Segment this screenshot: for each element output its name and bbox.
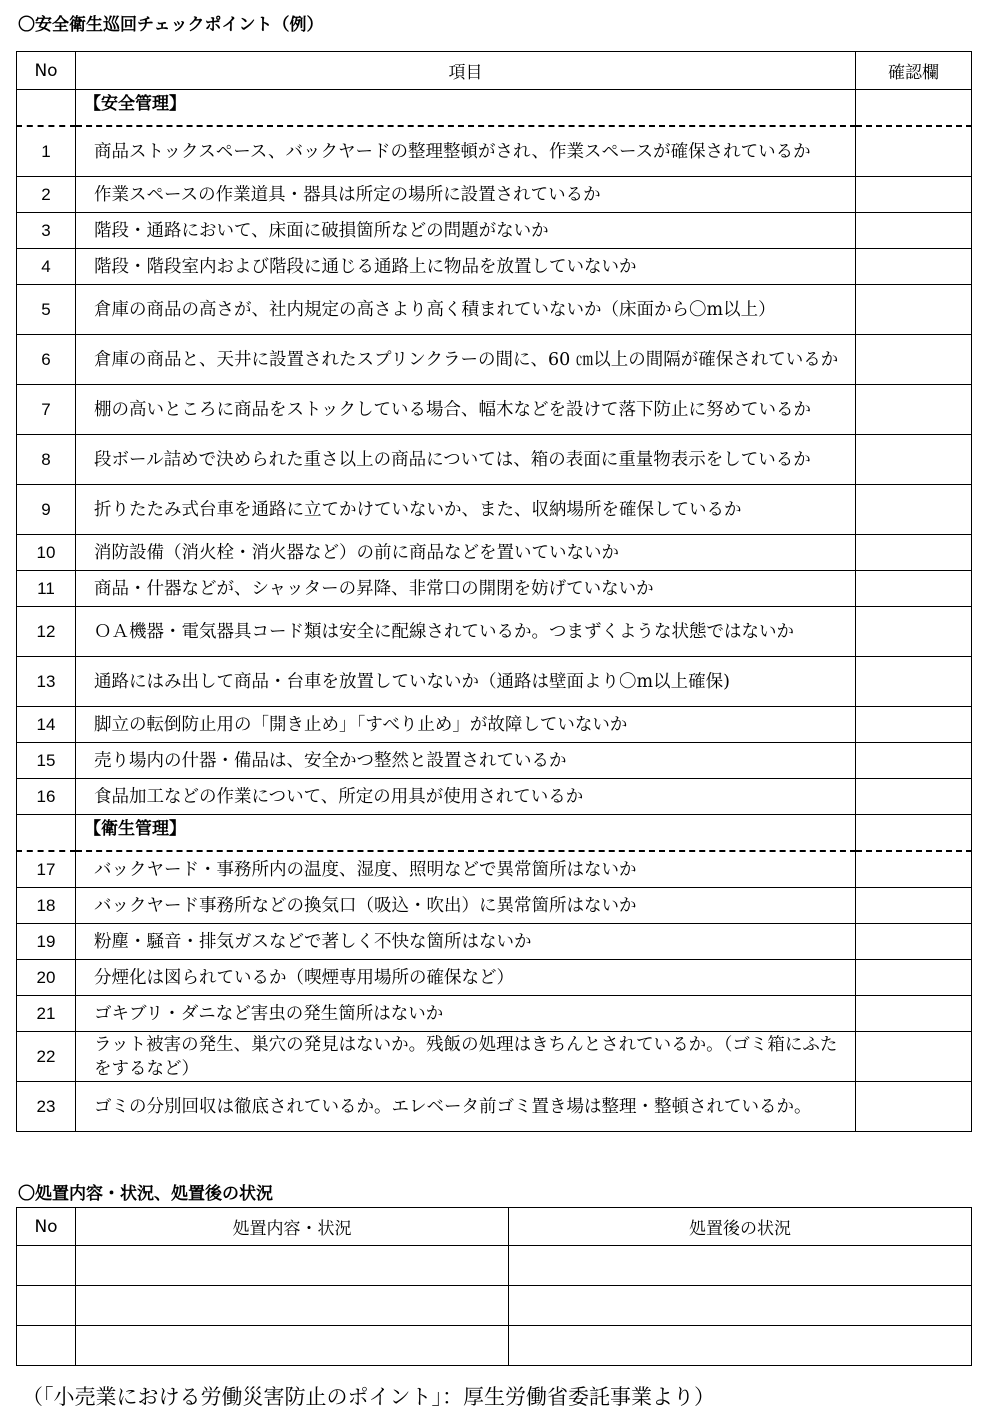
section-row-safety [17, 90, 972, 127]
page-title: 〇安全衛生巡回チェックポイント（例） [18, 15, 324, 35]
actions-row [17, 1246, 972, 1286]
row-text: 階段・通路において、床面に破損箇所などの問題がないか [76, 213, 856, 249]
table-row [17, 126, 972, 177]
check-cell[interactable] [856, 960, 972, 996]
row-text: ゴキブリ・ダニなど害虫の発生箇所はないか [76, 996, 856, 1032]
row-no: 8 [17, 435, 76, 485]
row-text: 商品・什器などが、シャッターの昇降、非常口の開閉を妨げていないか [76, 571, 856, 607]
table-row [17, 743, 972, 779]
row-text: 食品加工などの作業について、所定の用具が使用されているか [76, 779, 856, 815]
row-text: バックヤード・事務所内の温度、湿度、照明などで異常箇所はないか [76, 851, 856, 888]
row-no: 1 [17, 126, 76, 177]
table-row [17, 779, 972, 815]
actions-header-no: No [17, 1208, 76, 1246]
row-text: 粉塵・騒音・排気ガスなどで著しく不快な箇所はないか [76, 924, 856, 960]
row-text: 消防設備（消火栓・消火器など）の前に商品などを置いていないか [76, 535, 856, 571]
table-row [17, 571, 972, 607]
row-no: 19 [17, 924, 76, 960]
actions-content-cell[interactable] [76, 1326, 509, 1366]
row-no: 15 [17, 743, 76, 779]
row-text: ラット被害の発生、巣穴の発見はないか。残飯の処理はきちんとされているか。（ゴミ箱にふたをするなど） [76, 1032, 856, 1082]
check-cell[interactable] [856, 435, 972, 485]
table-row [17, 996, 972, 1032]
actions-row [17, 1326, 972, 1366]
table-row [17, 1082, 972, 1132]
check-cell[interactable] [856, 851, 972, 888]
row-text: 棚の高いところに商品をストックしている場合、幅木などを設けて落下防止に努めているか [76, 385, 856, 435]
table-row [17, 851, 972, 888]
row-no: 13 [17, 657, 76, 707]
row-text: 売り場内の什器・備品は、安全かつ整然と設置されているか [76, 743, 856, 779]
row-text: 倉庫の商品の高さが、社内規定の高さより高く積まれていないか（床面から〇m以上） [76, 285, 856, 335]
check-cell[interactable] [856, 126, 972, 177]
header-no: No [17, 52, 76, 90]
row-text: バックヤード事務所などの換気口（吸込・吹出）に異常箇所はないか [76, 888, 856, 924]
table-row [17, 1032, 972, 1082]
table-row [17, 485, 972, 535]
row-no: 9 [17, 485, 76, 535]
checklist-table [16, 51, 972, 1132]
table-row [17, 249, 972, 285]
table-row [17, 535, 972, 571]
actions-no-cell[interactable] [17, 1326, 76, 1366]
row-text: 商品ストックスペース、バックヤードの整理整頓がされ、作業スペースが確保されているか [76, 126, 856, 177]
row-no: 22 [17, 1032, 76, 1082]
section-row-hygiene [17, 815, 972, 852]
actions-header-after: 処置後の状況 [509, 1208, 972, 1246]
row-no: 5 [17, 285, 76, 335]
check-cell[interactable] [856, 779, 972, 815]
actions-table [16, 1207, 972, 1366]
row-text: 折りたたみ式台車を通路に立てかけていないか、また、収納場所を確保しているか [76, 485, 856, 535]
row-no: 6 [17, 335, 76, 385]
actions-content-cell[interactable] [76, 1286, 509, 1326]
actions-row [17, 1286, 972, 1326]
check-cell[interactable] [856, 1032, 972, 1082]
check-cell[interactable] [856, 535, 972, 571]
row-text: 段ボール詰めで決められた重さ以上の商品については、箱の表面に重量物表示をしているか [76, 435, 856, 485]
row-no: 23 [17, 1082, 76, 1132]
table-row [17, 385, 972, 435]
check-cell[interactable] [856, 1082, 972, 1132]
table-row [17, 607, 972, 657]
table-row [17, 285, 972, 335]
check-cell[interactable] [856, 213, 972, 249]
check-cell[interactable] [856, 177, 972, 213]
row-text: 分煙化は図られているか（喫煙専用場所の確保など） [76, 960, 856, 996]
actions-header-content: 処置内容・状況 [76, 1208, 509, 1246]
table-row [17, 707, 972, 743]
table-row [17, 924, 972, 960]
row-no: 17 [17, 851, 76, 888]
check-cell[interactable] [856, 335, 972, 385]
check-cell[interactable] [856, 90, 972, 127]
row-text: 通路にはみ出して商品・台車を放置していないか（通路は壁面より〇m以上確保) [76, 657, 856, 707]
check-cell[interactable] [856, 996, 972, 1032]
table-row [17, 213, 972, 249]
row-no: 12 [17, 607, 76, 657]
check-cell[interactable] [856, 924, 972, 960]
check-cell[interactable] [856, 385, 972, 435]
row-no: 21 [17, 996, 76, 1032]
check-cell[interactable] [856, 285, 972, 335]
table-row [17, 435, 972, 485]
row-text: 脚立の転倒防止用の「開き止め」「すべり止め」が故障していないか [76, 707, 856, 743]
header-item: 項目 [76, 52, 856, 90]
row-text: 作業スペースの作業道具・器具は所定の場所に設置されているか [76, 177, 856, 213]
row-text: ゴミの分別回収は徹底されているか。エレベータ前ゴミ置き場は整理・整頓されているか。 [76, 1082, 856, 1132]
section-label-hygiene: 【衛生管理】 [76, 815, 856, 852]
row-no: 10 [17, 535, 76, 571]
row-no: 16 [17, 779, 76, 815]
row-no: 14 [17, 707, 76, 743]
check-cell[interactable] [856, 485, 972, 535]
table-row [17, 335, 972, 385]
table-row [17, 960, 972, 996]
actions-after-cell[interactable] [509, 1326, 972, 1366]
table-row [17, 657, 972, 707]
row-no: 18 [17, 888, 76, 924]
row-no: 7 [17, 385, 76, 435]
row-no: 20 [17, 960, 76, 996]
check-cell[interactable] [856, 888, 972, 924]
row-text: 階段・階段室内および階段に通じる通路上に物品を放置していないか [76, 249, 856, 285]
check-cell[interactable] [856, 707, 972, 743]
check-cell[interactable] [856, 249, 972, 285]
header-check: 確認欄 [856, 52, 972, 90]
actions-after-cell[interactable] [509, 1246, 972, 1286]
check-cell[interactable] [856, 815, 972, 852]
actions-content-cell[interactable] [76, 1246, 509, 1286]
table-row [17, 177, 972, 213]
actions-after-cell[interactable] [509, 1286, 972, 1326]
table-row [17, 888, 972, 924]
check-cell[interactable] [856, 743, 972, 779]
check-cell[interactable] [856, 571, 972, 607]
actions-title: 〇処置内容・状況、処置後の状況 [18, 1184, 273, 1204]
section-label-safety: 【安全管理】 [76, 90, 856, 127]
actions-no-cell[interactable] [17, 1286, 76, 1326]
row-no: 3 [17, 213, 76, 249]
row-text: 倉庫の商品と、天井に設置されたスプリンクラーの間に、60 ㎝以上の間隔が確保されているか [76, 335, 856, 385]
row-no: 2 [17, 177, 76, 213]
actions-no-cell[interactable] [17, 1246, 76, 1286]
check-cell[interactable] [856, 607, 972, 657]
row-no: 11 [17, 571, 76, 607]
check-cell[interactable] [856, 657, 972, 707]
row-text: ＯＡ機器・電気器具コード類は安全に配線されているか。つまずくような状態ではないか [76, 607, 856, 657]
source-footer: （「小売業における労働災害防止のポイント」：厚生労働省委託事業より） [22, 1385, 715, 1409]
row-no: 4 [17, 249, 76, 285]
